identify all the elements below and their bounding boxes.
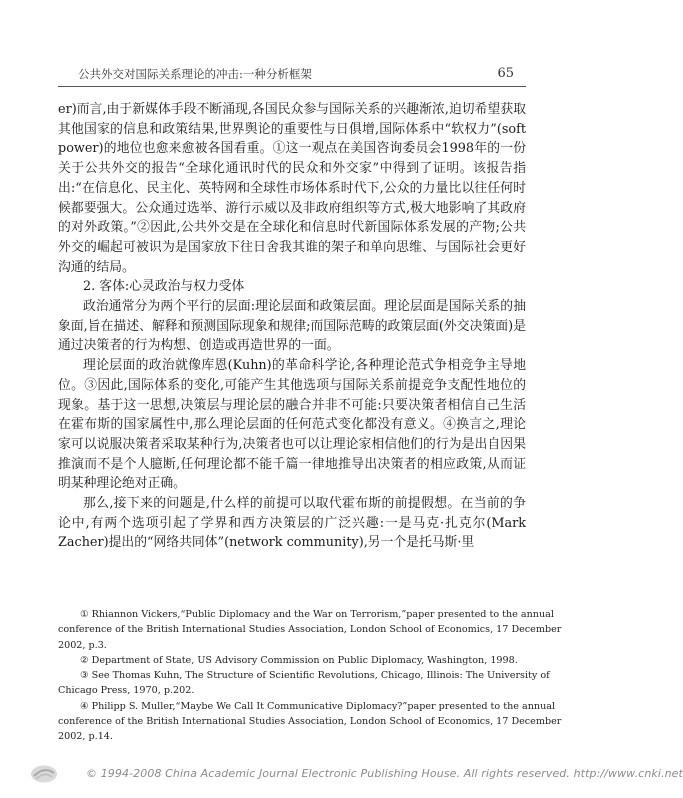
header-divider bbox=[58, 86, 526, 87]
running-title: 公共外交对国际关系理论的冲击:一种分析框架 bbox=[78, 67, 312, 81]
footnote-3: ③ See Thomas Kuhn, The Structure of Scientific Revolutions, Chicago, Illinois: The University of Chicago Press, 1970, p.202. bbox=[58, 670, 550, 697]
paragraph: 那么,接下来的问题是,什么样的前提可以取代霍布斯的前提假想。在当前的争论中,有两个选项引起了学界和西方决策层的广泛兴趣:一是马克·扎克尔(Mark Zacher)提出的“网络共同体”(network community),另一个是托马斯·里 bbox=[58, 496, 526, 551]
running-header bbox=[78, 66, 514, 84]
article-body bbox=[58, 100, 526, 553]
footnote-4: ④ Philipp S. Muller,“Maybe We Call It Communicative Diplomacy?”paper presented to the annual conference of the British International Studies Association, London School of Economics, 17 December 2002, p.14. bbox=[58, 700, 562, 743]
footnote-1: ① Rhiannon Vickers,“Public Diplomacy and the War on Terrorism,”paper presented to the annual conference of the British International Studies Association, London School of Economics, 17 December 2002, p.3. bbox=[58, 609, 562, 651]
paragraph: 理论层面的政治就像库恩(Kuhn)的革命科学论,各种理论范式争相竞争主导地位。③因此,国际体系的变化,可能产生其他选项与国际关系前提竞争支配性地位的现象。基于这一思想,决策层与理论层的融合并非不可能:只要决策者相信自己生活在霍布斯的国家属性中,那么理论层面的任何范式变化都没有意义。④换言之,理论家可以说服决策者采取某种行为,决策者也可以让理论家相信他们的行为是出自因果推演而不是个人臆断,任何理论都不能千篇一律地推导出决策者的相应政策,从而证明某种理论绝对正确。 bbox=[58, 358, 526, 492]
paragraph-continued: er)而言,由于新媒体手段不断涌现,各国民众参与国际关系的兴趣渐浓,迫切希望获取其他国家的信息和政策结果,世界舆论的重要性与日俱增,国际体系中“软权力”(soft power)的地位也愈来愈被各国看重。①这一观点在美国咨询委员会1998年的一份关于公共外交的报告“全球化通讯时代的民众和外交家”中得到了证明。该报告指出:“在信息化、民主化、英特网和全球性市场体系时代下,公众的力量比以往任何时候都要强大。公众通过选举、游行示威以及非政府组织等方式,极大地影响了其政府的对外政策。”②因此,公共外交是在全球化和信息时代新国际体系发展的产物;公共外交的崛起可被识为是国家放下往日舍我其谁的架子和单向思维、与国际社会更好沟通的结局。 bbox=[58, 102, 526, 275]
footnotes bbox=[58, 607, 578, 745]
copyright-notice: © 1994-2008 China Academic Journal Electronic Publishing House. All rights reserved. http://www.cnki.net bbox=[86, 767, 683, 780]
page-footer bbox=[30, 762, 683, 788]
footnote-2: ② Department of State, US Advisory Commission on Public Diplomacy, Washington, 1998. bbox=[80, 654, 518, 666]
section-heading: 2. 客体:心灵政治与权力受体 bbox=[83, 279, 245, 295]
cnki-logo-icon bbox=[30, 764, 58, 784]
page-number: 65 bbox=[497, 66, 514, 81]
paragraph: 政治通常分为两个平行的层面:理论层面和政策层面。理论层面是国际关系的抽象面,旨在描述、解释和预测国际现象和规律;而国际范畴的政策层面(外交决策面)是通过决策者的行为构想、创造或再造世界的一面。 bbox=[58, 299, 526, 354]
